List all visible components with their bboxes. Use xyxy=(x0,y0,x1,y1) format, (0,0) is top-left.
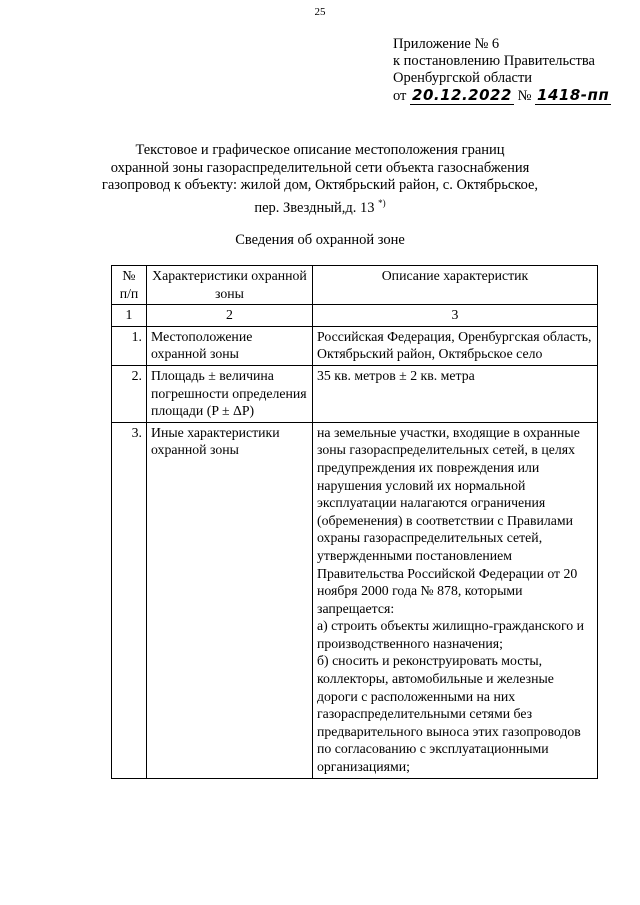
header-num: № п/п xyxy=(112,266,147,305)
index-3: 3 xyxy=(313,305,598,327)
row-char: Местоположение охранной зоны xyxy=(147,326,313,365)
appendix-line-1: Приложение № 6 xyxy=(393,36,500,52)
appendix-line-3: Оренбургской области xyxy=(393,70,533,86)
document-title xyxy=(100,142,540,217)
page-number: 25 xyxy=(314,6,326,18)
row-desc: 35 кв. метров ± 2 кв. метра xyxy=(313,365,598,422)
row-desc xyxy=(313,422,598,778)
table-header-row xyxy=(112,266,598,305)
index-2: 2 xyxy=(147,305,313,327)
section-subtitle: Сведения об охранной зоне xyxy=(235,232,405,248)
handwritten-date: 20.12.2022 xyxy=(412,86,512,104)
row-char: Иные характеристики охранной зоны xyxy=(147,422,313,778)
date-prefix: от xyxy=(393,88,407,104)
header-char: Характеристики охранной зоны xyxy=(147,266,313,305)
footnote-mark: *) xyxy=(378,197,386,208)
row-desc-main: на земельные участки, входящие в охранные зоны газораспределительных сетей, в целях предупреждения их повреждения или нарушения условий их нормальной эксплуатации налагаются ограничения (обременения) в соответствии с Правилами охраны газораспределительных сетей, утвержденными постановлением Правительства Российской Федерации от 20 ноября 2000 года № 878, которыми запрещается: xyxy=(317,424,580,616)
appendix-block xyxy=(393,36,611,105)
row-char: Площадь ± величина погрешности определения площади (P ± ΔP) xyxy=(147,365,313,422)
header-desc: Описание характеристик xyxy=(313,266,598,305)
row-num: 2. xyxy=(112,365,147,422)
table-row xyxy=(112,422,598,778)
title-line-1: Текстовое и графическое описание местоположения границ xyxy=(135,142,505,158)
index-1: 1 xyxy=(112,305,147,327)
row-num: 3. xyxy=(112,422,147,778)
table-row xyxy=(112,326,598,365)
row-num: 1. xyxy=(112,326,147,365)
table-index-row xyxy=(112,305,598,327)
row-desc-item-b: б) сносить и реконструировать мосты, коллекторы, автомобильные и железные дороги с расположенными на них газораспределительными сетями без предварительного выноса этих газопроводов по согласованию с эксплуатационными организациями; xyxy=(317,653,581,775)
protection-zone-table xyxy=(111,265,598,779)
title-line-3: газопровод к объекту: жилой дом, Октябрьский район, с. Октябрьское, xyxy=(101,177,539,194)
appendix-date-line xyxy=(393,87,611,105)
table-row xyxy=(112,365,598,422)
title-line-4: пер. Звездный,д. 13 *) xyxy=(254,197,386,216)
appendix-line-2: к постановлению Правительства xyxy=(393,53,595,69)
row-desc-item-a: а) строить объекты жилищно-гражданского и производственного назначения; xyxy=(317,618,585,651)
title-line-2: охранной зоны газораспределительной сети объекта газоснабжения xyxy=(110,159,530,176)
row-desc: Российская Федерация, Оренбургская область, Октябрьский район, Октябрьское село xyxy=(313,326,598,365)
number-prefix: № xyxy=(517,88,532,104)
handwritten-number: 1418-пп xyxy=(537,86,610,104)
